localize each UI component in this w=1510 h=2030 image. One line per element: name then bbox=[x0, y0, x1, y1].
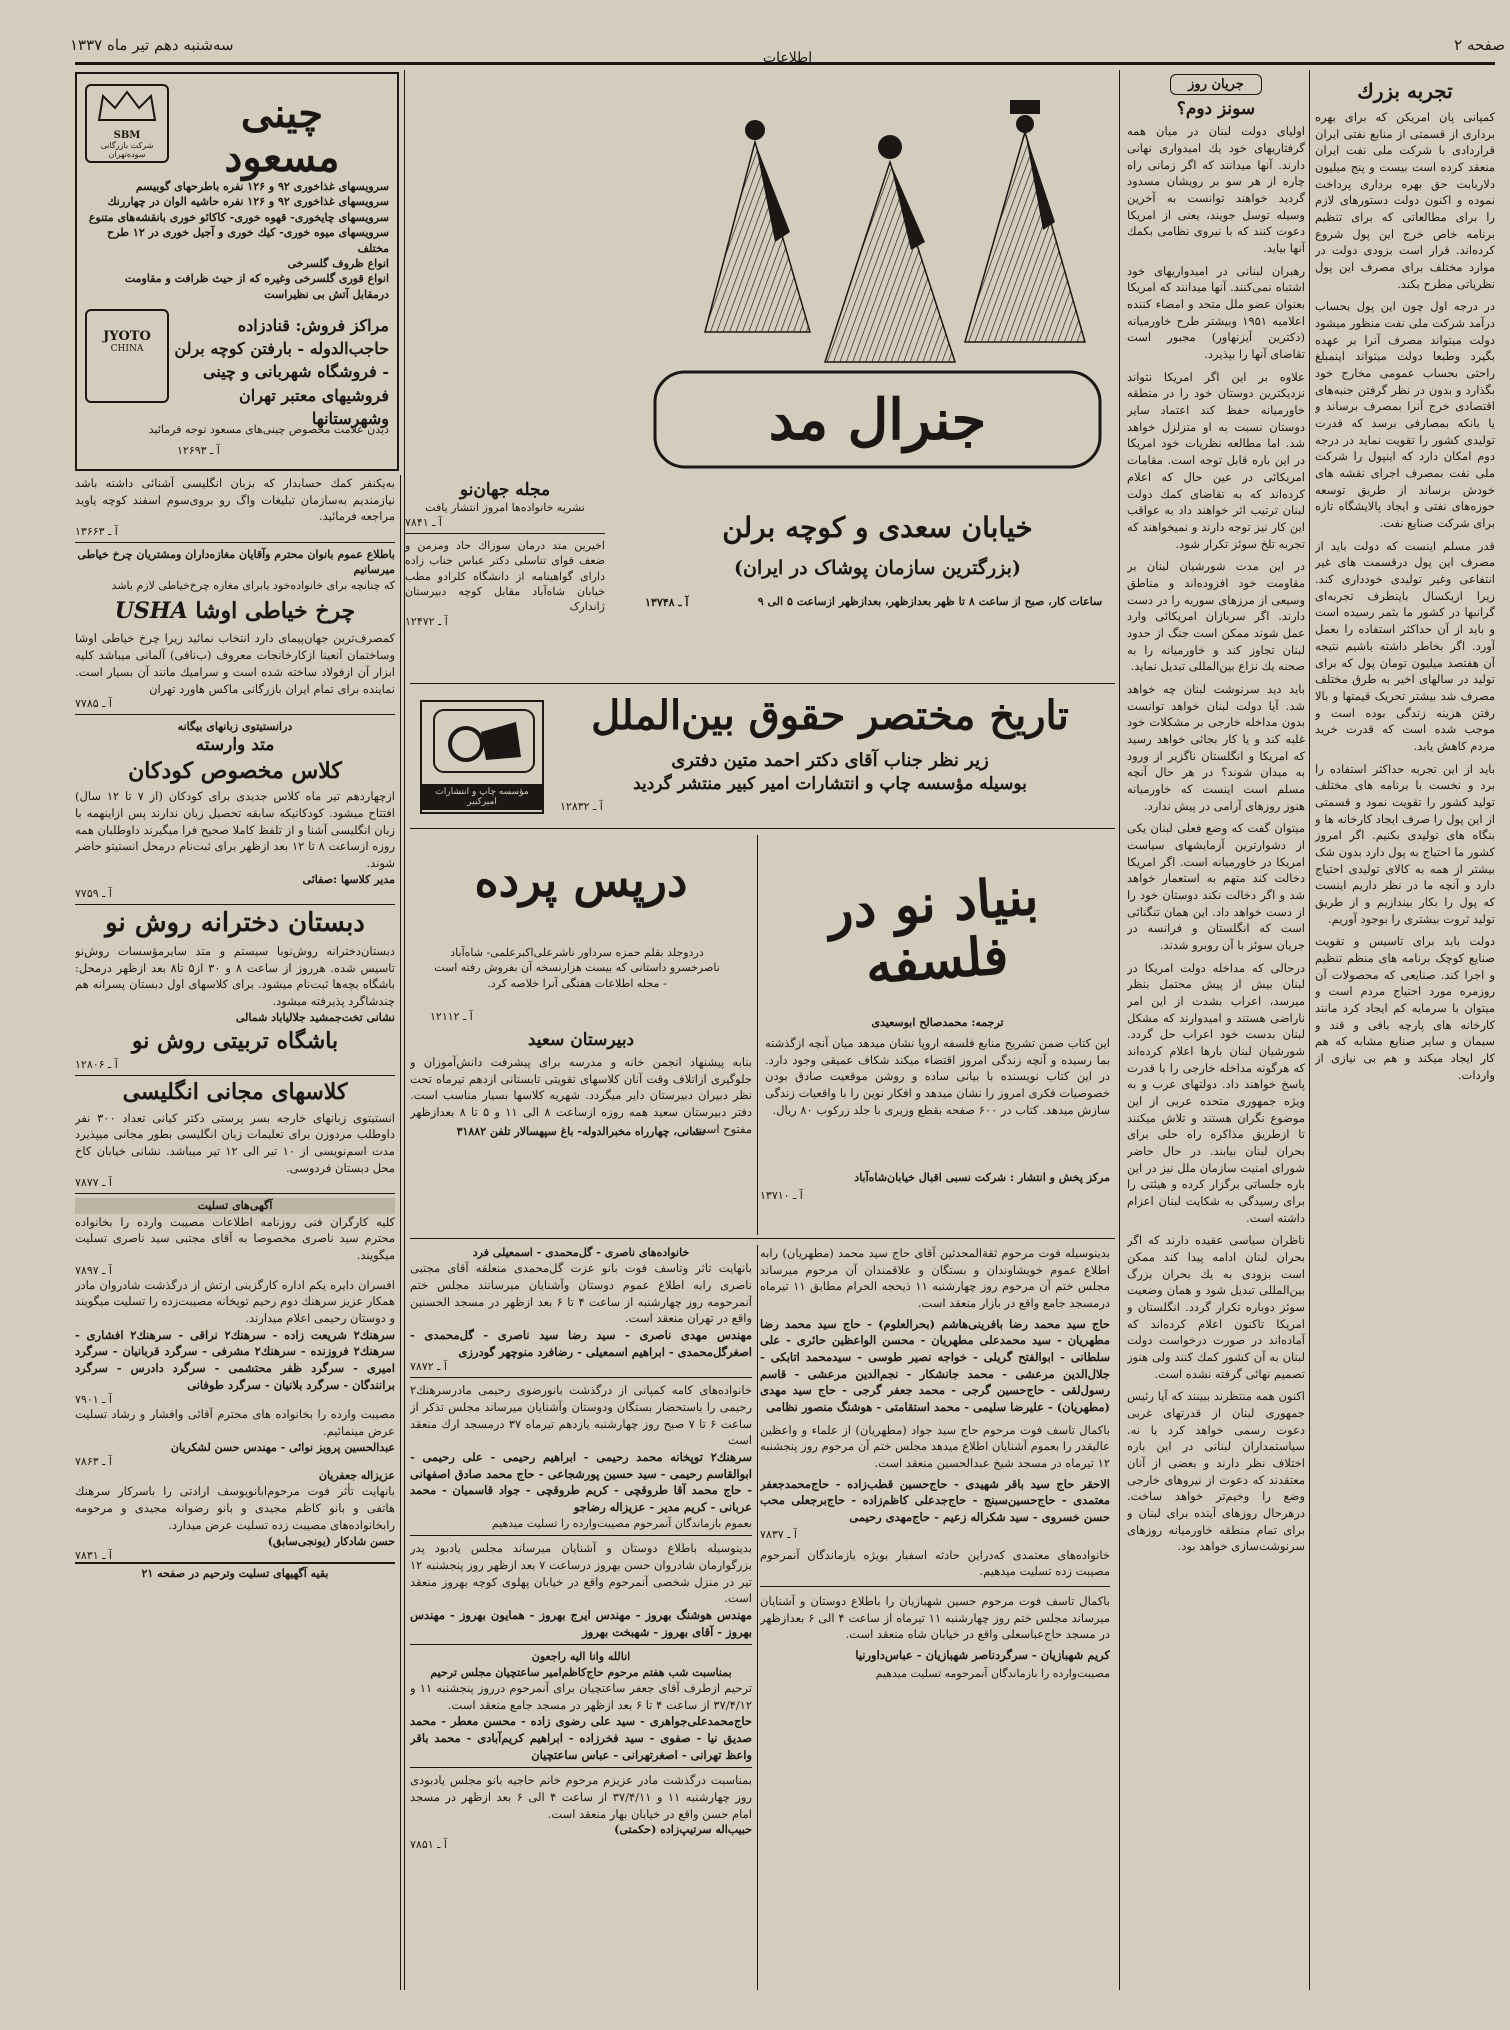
philosophy-body: این کتاب ضمن تشریح منابع فلسفه اروپا نشان میدهد میان آنچه ازگذشته بما رسیده و آنچه زندگی امروز اقتضاء میکند شکاف عمیقی وجود دارد. در این کتاب نویسنده با بیانی ساده و روشن موقعیت صادق بودن خصوصیات فکری امروز را نشان میدهد و افکار نوین را با واقعیات زندگی سازش میدهد. کتاب در ۶۰۰ صفحه بقطع وزیری با جلد زرکوب ۸۰ ریال. bbox=[765, 1036, 1110, 1117]
mid-notice-5-ref: آ ـ ۷۸۵۱ bbox=[410, 1837, 447, 1851]
intl-law-publisher: بوسیله مؤسسه چاپ و انتشارات امیر کبیر منتشر گردید bbox=[633, 774, 1027, 794]
philosophy-title: بنیاد نو در فلسفه bbox=[825, 865, 1041, 997]
mid-notice-4-body: ترحیم ازطرف آقای جعفر ساعتچیان برای آنمرحوم درروز پنجشنبه ۱۱ و ۳۷/۴/۱۲ از ساعت ۴ تا ۶ بعد ازظهر در مسجد جامع منعقد است. bbox=[410, 1681, 752, 1712]
chini-masoud-title: چینی مسعود bbox=[224, 90, 340, 181]
philosophy-translator: ترجمه: محمدصالح ابوسعیدی bbox=[871, 1016, 1004, 1029]
column-divider bbox=[404, 70, 405, 1990]
page-number: صفحه ۲ bbox=[1454, 36, 1505, 54]
notice-4-footer: مصیبت‌وارده را بازماندگان آنمرحومه تسلیت میدهیم bbox=[875, 1666, 1110, 1680]
saeed-address: نشانی، چهارراه مخبرالدوله- باغ سپهسالار تلفن ۳۱۸۸۲ bbox=[456, 1125, 706, 1138]
condolence-3-names: عبدالحسین پرویز نوائی - مهندس حسن لشکریان bbox=[170, 1440, 395, 1454]
mid-notice-4-names: حاج‌محمدعلی‌جواهری - سید علی رضوی زاده - محسن معطر - محمد صدیق نیا - صفوی - سید فخرزاده - ابراهیم کریم‌آبادی - محمد باقر واعظ تهرانی - اصغرتهرانی - عباس ساعتچیان bbox=[410, 1714, 752, 1762]
chini-sales-centers: مراکز فروش: قنادزاده حاجب‌الدوله - بارفتن کوچه برلن - فروشگاه شهربانی و چینی فروشیهای معتبر تهران وشهرستانها bbox=[174, 316, 389, 428]
column-current-events bbox=[1127, 72, 1305, 1972]
current-events-body-6: ميتوان گفت که وضع فعلی لبنان يکی از دشوارترين آزمايشهای سياست امريکا در خاورميانه است. اگر امريکا دخالت کند متهم به استعمار خواهد شد و اگر دخالت نکند دوستان خود را از دست خواهد داد. اين همان تنگنائی است که انگلستان و فرانسه در جريان سوئز با آن روبرو شدند. bbox=[1127, 821, 1305, 952]
kids-class-title: کلاس مخصوص کودکان bbox=[128, 757, 342, 784]
condolence-4-ref: آ ـ ۷۸۳۱ bbox=[75, 1548, 112, 1562]
mid-notice-5-body: بمناسبت درگذشت مادر عزیزم مرحوم خانم حاجیه بانو مجلس یادبودی روز چهارشنبه ۱۱ و ۳۷/۴/۱۱ از ساعت ۴ الی ۶ بعد ازظهر در مسجد امام حسن واقع در خیابان بهار منعقد است. bbox=[410, 1773, 752, 1821]
philosophy-distribution: مرکز پخش و انتشار : شرکت نسبی اقبال خیابان‌شاه‌آباد bbox=[854, 1171, 1110, 1184]
current-events-body-5: بايد ديد سرنوشت لبنان چه خواهد شد. آيا دولت لبنان خواهد توانست بدون مداخله خارجی بر مشکلات خود غلبه کند و يا کار بجائی خواهد رسيد که امريکا و انگلستان ناگزير از ورود به ميدان شوند؟ در هر حال آنچه مسلم است اينست که خاورميانه هنوز روزهای آرامی در پيش ندارد. bbox=[1127, 681, 1305, 813]
jyoto-logo-text: JYOTO bbox=[103, 329, 151, 344]
notice-4-names: کریم شهبازیان - سرگردناصر شهبازیان - عباس‌داورنیا bbox=[855, 1648, 1110, 1663]
chini-note: دیدن علامت مخصوص چینی‌های مسعود توجه فرمائید bbox=[148, 423, 389, 436]
header-rule bbox=[75, 62, 1495, 65]
usha-brand: USHA bbox=[114, 598, 188, 625]
editorial-body-5: دولت باید برای تاسیس و تقویت صنایع کوچک برنامه های منظم تنظیم و اجرا کند. صنایعی که محصولات آن روزمره مورد احتیاج مردم است و میتوان با سرمایه کم ایجاد کرد مانند کارخانه های پارچه بافی و قند و سیمان و سایر صنایع مشابه که هم کار ایجاد میکند و هم بی نیازی از واردات. bbox=[1315, 934, 1495, 1082]
chini-line-3: سرویسهای چایخوری- قهوه خوری- کاکائو خوری بانقشه‌های متنوع bbox=[88, 210, 389, 224]
saeed-title: دبیرستان سعید bbox=[527, 1030, 635, 1050]
sbm-logo bbox=[85, 84, 169, 163]
section-rule bbox=[410, 1238, 1115, 1239]
mid-notice-4-header: انالله وانا الیه راجعون bbox=[531, 1650, 631, 1664]
mid-notice-2-footer: بعموم بازماندگان آنمرحوم مصیبت‌وارده را تسلیت میدهیم bbox=[491, 1516, 752, 1530]
current-events-body-3: علاوه بر اين اگر امريکا نتواند نزديکترين دوستان خود را در منطقه خاورميانه حفظ کند اعتماد سایر دوستان نسبت به او متزلزل خواهد شد. اما مطالعه نظریات خود امریکا در این باره قابل توجه است. مقامات امریکائی در عین حال که اعلام کرده‌اند که به تقاضای کمك دولت لبنان ترتیب اثر خواهند داد به عواقب این کار نیز توجه دارند و نمیخواهند که تجربه تلخ سوئز تکرار شود. bbox=[1127, 369, 1305, 551]
condolence-2: افسران دایره یکم اداره کارگزینی ارتش از درگذشت شادروان مادر همکار عزیز سرهنك دوم رحیم توپخانه مصیبت‌زده را تسلیت میگویند و دوستان رحیمی اعلام میدارند. bbox=[75, 1277, 395, 1325]
jyoto-logo bbox=[85, 309, 169, 403]
condolence-3: مصیبت وارده را بخانواده های محترم آقائی وافشار و رشاد تسلیت عرض مینمائیم. bbox=[75, 1407, 395, 1439]
left-column-ads bbox=[75, 475, 395, 1990]
notice-1-names: حاج سید محمد رضا بافرینی‌هاشم (بحرالعلوم) - حاج سید محمد رضا مطهریان - سید محمدعلی مطهریان - محسن الواعظین حائری - علی سلطانی - ابوالفتح گریلی - خواجه نصیر طوسی - سیدمحمد اتابکی - جلال‌الدین مرعشی - محمد جانشکار - نجم‌الدین مرعشی - قاسم رسول‌لقی - حاج‌حسین گرجی - محمد جعفر گرجی - حاج سید مهدی (مطهریان) - علیرضا سلیمی - محمد استقامتی - هوشنگ منصور نظامی bbox=[760, 1316, 1110, 1415]
paper-name: اطلاعات bbox=[762, 50, 813, 66]
figure-shape-2 bbox=[825, 162, 955, 362]
column-divider bbox=[1309, 70, 1310, 1990]
clinic-ref: آ ـ ۱۲۴۷۲ bbox=[405, 614, 448, 628]
column-divider bbox=[757, 1245, 758, 1990]
notice-2-body: باکمال تاسف فوت مرحوم حاج سید جواد (مطهریان) از علماء و واعظین عالیقدر را بعموم آشنایان اطلاع میدهد مجلس ختم آن مرحوم روز پنجشنبه ۱۲ تیرماه در مسجد شیخ عبدالحسین منعقد است. bbox=[760, 1422, 1110, 1471]
english-classes-body: انستیتوی زبانهای خارجه بسر پرستی دکتر کیانی تعداد ۳۰۰ نفر داوطلب مردوزن برای تعلیمات زبان انگلیسی بطور مجانی میپذیرد مدت اسم‌نویسی از ۱۰ تیر الی ۱۲ تیر میباشد. نشانی خیابان کاخ محل دبستان فردوسی. bbox=[75, 1110, 395, 1175]
clinic-body: اخیرین متد درمان سوزاك حاد ومزمن و ضعف قوای تناسلی دکتر عباس جناب زاده دارای گواهینامه از دانشگاه کلرادو مطب خیابان شاه‌آباد مقابل کوچه دبیرستان ژاندارک bbox=[405, 538, 605, 614]
chini-line-2: سرویسهای غذاخوری ۹۲ و ۱۲۶ نفره حاشیه الوان در چهاررنك bbox=[107, 195, 389, 209]
figure-shape-1 bbox=[705, 142, 810, 332]
mid-notice-2-body: خانواده‌های کامه کمپانی از درگذشت بانورضوی رحیمی مادرسرهنك۲ رحیمی را باستحضار بستگان ودوستان وآشنایان میرساند مجلس تذکر از ساعت ۶ تا ۷ صبح روز چهارشنبه یازدهم تیرماه ۳۷ درمسجد ارك منعقد است bbox=[410, 1383, 752, 1448]
condolences-footer: بقیه آگهیهای تسلیت وترحیم در صفحه ۲۱ bbox=[75, 1562, 395, 1581]
notice-1-body: بدینوسیله فوت مرحوم ثقة‌المحدثین آقای حاج سید محمد (مطهریان) رابه اطلاع عموم خویشاوندان و بستگان و علاقمندان آن مرحوم میرساند مجلس ختم آن مرحوم روز چهارشنبه ۱۱ ذیحجه الحرام مطابق ۱۱ تیرماه درمسجد جامع واقع در بازار منعقد است. bbox=[760, 1246, 1110, 1311]
chini-line-5: انواع ظروف گلسرخی bbox=[287, 256, 389, 270]
sbm-logo-text: SBM bbox=[113, 130, 141, 141]
column-divider bbox=[757, 835, 758, 1235]
girls-school-club: باشگاه تربیتی روش نو bbox=[131, 1027, 339, 1054]
kids-class-ref: آ ـ ۷۷۵۹ bbox=[75, 887, 112, 900]
chini-line-1: سرویسهای غذاخوری ۹۲ و ۱۲۶ نفره باطرحهای گوبیسم bbox=[135, 180, 389, 193]
editorial-body-3: قدر مسلم اینست که دولت باید از مصرف این پول درقسمت های غیر انتفاعی وغیر تولیدی خودداری کند. زیرا ازیکسال باینطرف تجربه‌ای گرانبها در کشور ما بثمر رسیده است و باید از آن حداکثر استفاده را بعمل آورد. اگر بخاطر داشته باشیم نتیجه آن هفتصد میلیون تومان پول که برای تولید در سالهای اخیر به طرق مختلف مصرف شد بیشتر تحریک قیمتها و بالا رفتن هزینه زندگی بوده است و موجب شده است که قدرت خرید مردم کاهش یابد. bbox=[1315, 538, 1495, 753]
section-rule bbox=[410, 828, 1115, 829]
languages-title: درانستیتوی زبانهای بیگانه bbox=[177, 720, 293, 734]
condolence-3-ref: آ ـ ۷۸۶۳ bbox=[75, 1455, 112, 1469]
condolence-2-ref: آ ـ ۷۹۰۱ bbox=[75, 1393, 112, 1407]
mid-notice-2-names: سرهنك۲ توپخانه محمد رحیمی - ابراهیم رحیمی - علی رحیمی - ابوالقاسم رحیمی - سید حسین پورشجاعی - حاج محمد صادق اصفهانی - حاج محمد آقا طروقچی - کریم طروقچی - جواد قاسمیان - محمد عربانی - کریم مدیر - عزیزاله رضاجو bbox=[410, 1450, 752, 1515]
current-events-body-2: رهبران لبنانی در اميدواريهای خود اشتباه نمی‌کنند. آنها ميدانند که امريکا بعنوان عضو ملل متحد و امضاء کننده اعلاميه ۱۹۵۱ وبيشتر طرح خاورميانه (دکترين آيزنهاور) مجبور است تقاضای آنها را بپذيرد. bbox=[1127, 263, 1305, 362]
english-classes-ref: آ ـ ۷۸۷۷ bbox=[75, 1176, 112, 1190]
issue-date: سه‌شنبه دهم تیر ماه ۱۳۳۷ bbox=[70, 36, 234, 54]
philosophy-ref: آ ـ ۱۳۷۱۰ bbox=[760, 1189, 803, 1202]
editorial-body-1: کمپانی پان امریکن که برای بهره برداری از قسمتی از منابع نفتی ایران قراردادی با شرکت ملی نفت ایران منعقد کرده است بیست و پنج میلیون دلاربابت حق بهره برداری پرداخت نموده و اکنون دولت دستورهای لازم را برای مطالعاتی که برای تنظیم برنامه خاص خرج این پول شروع کرده‌اند. قرار است بزودی دولت در موارد مختلف برای مصرف این پول نظریاتی مطرح بکند. bbox=[1315, 110, 1495, 291]
chini-line-4: سرویسهای میوه خوری- کیك خوری و آجیل خوری در ۱۲ طرح مختلف bbox=[107, 226, 389, 255]
usha-ref: آ ـ ۷۷۸۵ bbox=[75, 697, 112, 711]
printing-press-icon bbox=[426, 702, 542, 780]
general-mod-ad bbox=[645, 72, 1110, 677]
general-mod-address: خیابان سعدی و کوچه برلن bbox=[722, 511, 1033, 544]
condolence-1: کلیه کارگران فنی روزنامه اطلاعات مصیبت وارده را بخانواده محترم سید ناصری مخصوصا به آقای مجتبی سید ناصری تسلیت میگویند. bbox=[75, 1214, 395, 1262]
accountant-ad-ref: آ ـ ۱۳۶۶۳ bbox=[75, 525, 118, 539]
usha-title: چرخ خیاطی اوشا USHA bbox=[114, 598, 356, 625]
usha-notice: باطلاع عموم بانوان محترم وآقایان مغازه‌داران ومشتریان چرخ خیاطی میرسانیم bbox=[77, 548, 395, 577]
editorial-title: تجربه بزرك bbox=[1357, 79, 1453, 103]
magazine-title: مجله جهان‌نو bbox=[459, 480, 551, 500]
mid-notices bbox=[410, 1245, 752, 1990]
column-divider bbox=[1119, 70, 1120, 1990]
amir-kabir-logo bbox=[420, 700, 544, 814]
notice-2-names: الاحقر حاج سید باقر شهیدی - حاج‌حسین قطب‌زاده - حاج‌محمدجعفر معتمدی - حاج‌حسین‌سبنج - حاج‌جدعلی کاظم‌زاده - حاج‌برجعلی محب حسن خسروی - سید شکراله زعیم - حاج‌مهدی رحیمی bbox=[760, 1476, 1110, 1525]
general-mod-tagline: (بزرگترین سازمان پوشاک در ایران) bbox=[734, 557, 1021, 579]
amir-kabir-stamp-text: مؤسسه چاپ و انتشارات امیرکبیر bbox=[422, 784, 542, 810]
condolences-section: آگهی‌های تسلیت bbox=[75, 1198, 395, 1213]
current-events-body-8: ناظران سیاسی عقیده دارند که اگر بحران لبنان ادامه پیدا کند ممکن است بزودی به يك بحران بزرگ بین‌المللی تبدیل شود و همان وضعیت سوئز دوباره تکرار گردد. انگلستان و امریکا تاکنون اعلام کرده‌اند که آماده‌اند در صورت درخواست دولت لبنان به آن کشور کمك کنند ولی هنوز تصمیم نهائی گرفته نشده است. bbox=[1127, 1233, 1305, 1381]
drama-body: دردوجلد بقلم حمزه سرداور ناشرعلی‌اکبرعلمی- شاه‌آباد ناصرخسرو داستانی که بیست هزارنسخه آن بفروش رفته است - مجله اطلاعات هفتگی آنرا خلاصه کرد. bbox=[434, 946, 720, 990]
current-events-title: سونز دوم؟ bbox=[1176, 99, 1256, 119]
accountant-ad-body: به‌یکنفر کمك حسابدار که بزبان انگلیسی آشنائی داشته باشد نیازمندیم به‌سازمان تبلیغات واگ رو بروی‌سوم اسفند کوچه یاوید مراجعه فرمائید. bbox=[75, 476, 395, 524]
column-editorial bbox=[1315, 72, 1495, 1972]
editorial-body-4: باید از این تجربه حداکثر استفاده را برد و نخست با برنامه های مختلف تولید کشور را تقویت نمود و قسمتی از این پول را صرف ایجاد کارخانه ها و بنگاه های تولیدی بکنیم. اگر امروز کشور ما احتیاج به پول دارد بدون شک بیشتر از همه به کالای تولیدی احتیاج دارد و آنچه ما در نظر داریم اینست که پول را بکار بیندازیم و از طریق تولید ثروت بیشتری را بوجود آوریم. bbox=[1315, 761, 1495, 926]
general-mod-brand: جنرال مد bbox=[768, 387, 987, 453]
column-divider bbox=[400, 475, 401, 1990]
mid-notice-4-title: بمناسبت شب هفتم مرحوم حاج‌کاظم‌امیر ساعتچیان مجلس ترحیم bbox=[430, 1665, 732, 1679]
usha-note: که چنانچه برای خانواده‌خود یابرای مغازه چرخ‌خیاطی لازم باشد bbox=[111, 578, 395, 592]
mid-notice-3-body: بدینوسیله باطلاع دوستان و آشنایان میرساند مجلس یادبود پدر بزرگوارمان شادروان حسن بهروز درساعت ۷ بعد ازظهر روز پنجشنبه ۱۲ تیر در منزل شخصی آنمرحوم واقع در خیابان پهلوی کوچه بهروز منعقد است. bbox=[410, 1541, 752, 1606]
figure-shape-3 bbox=[965, 132, 1085, 342]
mid-notice-1-names: مهندس مهدی ناصری - سید رضا سید ناصری - گل‌محمدی - اصغرگل‌محمدی - ابراهیم اسمعیلی - رضافرد منوچهر گودرزی bbox=[410, 1328, 752, 1359]
drama-ref: آ ـ ۱۲۱۱۲ bbox=[430, 1010, 473, 1023]
current-events-body-7: درحالی که مداخله دولت امریکا در لبنان بیش از پیش محتمل بنظر میرسد، اعراب بشدت از این امر ناراضی هستند و امیدوارند که مشکل لبنان بدست خود اعراب حل گردد. شورشیان لبنان بارها اعلام کرده‌اند که هرگونه مداخله خارجی را با قدرت پاسخ خواهند داد. دولتهای عرب و به ویژه جمهوری متحده عربی از این موضوع نگران هستند و تلاش میکنند تا ازطریق مذاکره راه حلی برای بحران لبنان بیابند. در حال حاضر شورای امنیت سازمان ملل نیز در این باره جلساتی برگزار کرده و هیئتی را برای رسیدگی به شکایت لبنان اعزام داشته است. bbox=[1127, 960, 1305, 1225]
chini-masoud-list bbox=[85, 179, 389, 302]
notice-2-ref: آ ـ ۷۸۳۷ bbox=[760, 1527, 797, 1541]
condolence-2-names: سرهنك۲ شریعت زاده - سرهنك۲ نراقی - سرهنك۲ افشاری - سرهنك۲ فروزنده - سرهنك۲ مشرفی - سرگرد قربانیان - سرگرد امیری - سرگرد ظفر محتشمی - سرگرد دادرس - سرگرد برانندگان - سرگرد بلانیان - سرگرد طوفانی bbox=[75, 1327, 395, 1392]
editorial-body-2: در درجه اول چون این پول بحساب درآمد شرکت ملی نفت منظور میشود دولت میتواند مصرف آنرا بر عهده بگیرد وطبعا دولت میتواند اینمبلغ راحتی بحساب عمومی مخارج خود بگذارد و بدون در نظر گرفتن جنبه‌های اقتصادی خرج آنرا بمصرف برساند و یا بانکه بمصارفی برسد که قدرت تولیدی کشور را تقویت نماید در درجه دوم امکان دارد که اینپول را شرکت ملی نفت بمصرف اجرای نقشه های خودش برساند از طریق توسعه حوزه‌های نفتی و ایجاد پالایشگاه تازه برای شرکت صنایع نفت. bbox=[1315, 299, 1495, 531]
general-mod-ref: آ ـ ۱۳۷۴۸ bbox=[645, 596, 689, 609]
mid-notice-1-title: خانواده‌های ناصری - گل‌محمدی - اسمعیلی فرد bbox=[472, 1246, 690, 1259]
current-events-body-4: در اين مدت شورشيان لبنان بر مقاومت خود افزوده‌اند و مناطق وسيعی از مرزهای سوريه را در دست دارند. اگر سربازان امريکائی وارد عمل شوند ممکن است جنگ از حدود لبنان تجاوز کند و خاورميانه را به صحنه يك نزاع بين‌المللی تبديل نمايد. bbox=[1127, 559, 1305, 674]
kids-class-sign: مدیر کلاسها :صفائی bbox=[302, 872, 395, 886]
mid-notice-1-ref: آ ـ ۷۸۷۲ bbox=[410, 1360, 447, 1374]
intl-law-title: تاریخ مختصر حقوق بین‌الملل bbox=[591, 692, 1069, 739]
general-mod-hours: ساعات کار، صبح از ساعت ۸ تا ظهر بعدازظهر، بعدازظهر ازساعت ۵ الی ۹ bbox=[757, 595, 1103, 608]
current-events-body-1: اوليای دولت لبنان در ميان همه گرفتاريهای خود يك اميدواری نهانی دارند. آنها ميدانند که اگر زمانی راه چاره از هر سو بر رويشان مسدود گرديد خواهند توانست به آخرين وسيله توسل جويند، يعنی از امريکا دعوت کنند که با نيروی نظامی بکمك آنها بيايد. bbox=[1127, 124, 1305, 256]
condolence-4-name: عزیزاله جعفریان bbox=[318, 1469, 395, 1483]
notice-3-body: خانواده‌های معتمدی که‌دراین حادثه اسفبار بویژه بازماندگان آنمرحوم مصیبت زده تسلیت میدهیم. bbox=[760, 1547, 1110, 1579]
drama-title: درپس پرده bbox=[474, 853, 688, 907]
intl-law-author: زیر نظر جناب آقای دکتر احمد متین دفتری bbox=[671, 750, 989, 771]
languages-sub: متد وارسته bbox=[195, 734, 275, 755]
intl-law-ref: آ ـ ۱۲۸۳۲ bbox=[560, 800, 603, 813]
kids-class-body: ازچهاردهم تیر ماه کلاس جدیدی برای کودکان (از ۷ تا ۱۲ سال) افتتاح میشود. کودکانیکه سابقه تحصیل زبان ندارند پس ازاینهمه با زبان انگلیسی آشنا و از تلفظ کاملا صحیح فرا میگیرند داوطلبان همه روزه ازساعت ۸ تا ۱۲ بعد ازظهر برای ثبت‌نام درمحل انستیتو حاضر شوند. bbox=[75, 789, 395, 870]
magazine-and-clinic-ads bbox=[405, 480, 605, 685]
condolence-4: بانهایت تأثر فوت مرحوم‌ابانویوسف ارادتی را باسرکار سرهنك هاتفی و بانو کاظم مجیدی و بانو رضوانه مجیدی و مرحومه رابخانواده‌های مصیبت زده تسلیت عرض میدارد. bbox=[75, 1484, 395, 1532]
usha-body: کمصرف‌ترین جهان‌پیمای دارد انتخاب نمائید زیرا چرخ خیاطی اوشا وساختمان آنعینا ازکارخانجات معروف (ب‌نافی) آلمانی میباشد کلیه ابزار آن ازفولاد ساخته شده است و سرامیك مانند آن بسیار است. نماینده برای تمام ایران بازرگانی ماکس هاورد تهران bbox=[75, 631, 395, 696]
center-notices bbox=[760, 1245, 1110, 1990]
saeed-body: بنابه پیشنهاد انجمن خانه و مدرسه برای پیشرفت دانش‌آموزان و جلوگیری ازاتلاف وقت آنان کلاسهای تقویتی تابستانی ازدهم تیرماه تحت نظر دبیران دبیرستان دایر میگردد. شهریه کلاسها بسیار مناسب است. دفتر دبیرستان سعید همه روزه ازساعت ۸ الی ۱۱ و ۵ تا ۸ بعدازظهر مفتوح است. bbox=[410, 1055, 752, 1136]
magazine-body: نشریه خانواده‌ها امروز انتشار یافت bbox=[425, 501, 585, 515]
chini-masoud-ad bbox=[75, 72, 399, 471]
magazine-ref: آ ـ ۷۸۴۱ bbox=[405, 515, 442, 529]
girls-school-ref: آ ـ ۱۲۸۰۶ bbox=[75, 1058, 118, 1072]
mid-notice-1-body: بانهایت تاثر وتاسف فوت بانو عزت گل‌محمدی منعلقه آقای مجتبی ناصری رابه اطلاع عموم دوستان وآشنایان میرسانند مجلس ختم آنمرحومه روز چهارشنبه از ساعت ۴ تا ۶ بعد ازظهر در مسجد الحسنین واقع در تهران منعقد است. bbox=[410, 1261, 752, 1326]
mid-notice-3-names: مهندس هوشنگ بهروز - مهندس ایرج بهروز - همایون بهروز - مهندس بهروز - آقای بهروز - شهبخت بهروز bbox=[410, 1607, 752, 1639]
condolence-4-sign: حسن شادکار (یونجی‌سابق) bbox=[267, 1534, 395, 1548]
chini-ref: آ ـ ۱۲۶۹۳ bbox=[177, 444, 220, 457]
girls-school-title: دبستان دخترانه روش نو bbox=[105, 908, 365, 938]
current-events-body-9: اکنون همه منتظرند ببینند که آیا رئیس جمهوری لبنان از قدرتهای غربی دعوت رسمی خواهد کرد یا نه. سیاستمداران لبنانی در این باره اختلاف نظر دارند و بعضی از آنان معتقدند که دعوت از نیروهای خارجی وضع را وخیم‌تر خواهد ساخت. درهرحال روزهای آینده برای لبنان و برای تمام منطقه خاورمیانه روزهای سرنوشت‌سازی خواهد بود. bbox=[1127, 1389, 1305, 1554]
saeed-school-ad bbox=[410, 1030, 752, 1140]
mid-notice-5-sign: حبیب‌اله سرتیپ‌زاده (حکمتی) bbox=[614, 1823, 752, 1837]
english-classes-title: کلاسهای مجانی انگلیسی bbox=[122, 1079, 348, 1106]
crown-icon bbox=[89, 86, 165, 126]
jyoto-logo-sub: CHINA bbox=[110, 344, 144, 354]
sbm-logo-sub: شرکت بازرگانی سوده‌تهران bbox=[100, 141, 154, 159]
current-events-badge: جریان روز bbox=[1170, 74, 1262, 95]
drama-book-ad bbox=[410, 835, 752, 1030]
condolence-1-ref: آ ـ ۷۸۹۷ bbox=[75, 1263, 112, 1277]
intl-law-book-ad bbox=[410, 690, 1110, 820]
page-header bbox=[70, 30, 1505, 66]
chini-line-6: انواع قوری گلسرخی وغیره که از حیث ظرافت و مقاومت درمقابل آتش بی نظیراست bbox=[124, 272, 389, 301]
philosophy-book-ad bbox=[760, 835, 1110, 1235]
notice-4-body: باکمال تاسف فوت مرحوم حسین شهبازیان را باطلاع دوستان و آشنایان میرساند مجلس ختم روز چهارشنبه ۱۱ تیرماه از ساعت ۴ الی ۶ بعدازظهر در مسجد حاج‌عباسعلی واقع در خیابان شاه منعقد است. bbox=[760, 1594, 1110, 1642]
girls-school-body: دبستان‌دخترانه روش‌نوبا سیستم و متد سایرمؤسسات روش‌نو تاسیس شده. هرروز از ساعت ۸ و ۳۰ از۵ تا۸ بعد ازظهر درمحل: باشگاه بچه‌ها ثبت‌نام میشود. برای کلاسهای اول دبستان پسرانه هم چندشاگرد پذیرفته میشود. bbox=[75, 943, 395, 1008]
girls-school-address: نشانی تخت‌جمشید جلالیاباد شمالی bbox=[235, 1010, 395, 1024]
